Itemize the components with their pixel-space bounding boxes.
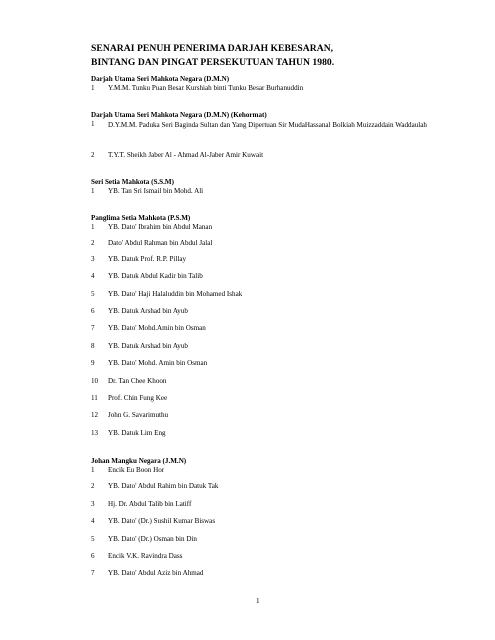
item-number: 7 — [91, 324, 95, 332]
page-number: 1 — [256, 597, 260, 605]
item-name: YB. Dato' Abdul Aziz bin Ahmad — [108, 569, 204, 577]
section-heading-dmn-kehormat: Darjah Utama Seri Mahkota Negara (D.M.N) (Kehormat) — [91, 111, 267, 119]
list-item — [91, 411, 168, 419]
item-name: YB. Dato' Mohd. Amin bin Osman — [108, 359, 208, 367]
item-name: Encik V.K. Ravindra Dass — [108, 552, 183, 560]
item-number: 1 — [91, 223, 95, 231]
item-name: D.Y.M.M. Paduka Seri Baginda Sultan dan Yang Dipertuan Sir MudaHassanal Bolkiah Muizzaddain Waddaulah — [108, 121, 427, 129]
list-item — [91, 377, 166, 385]
list-item — [91, 120, 478, 130]
item-number: 11 — [91, 394, 98, 402]
list-item — [91, 239, 212, 247]
item-number: 8 — [91, 342, 95, 350]
item-name: YB. Dato' Abdul Rahim bin Datuk Tak — [108, 482, 219, 490]
item-number: 13 — [91, 429, 99, 437]
section-heading-dmn: Darjah Utama Seri Mahkota Negara (D.M.N) — [91, 75, 230, 83]
item-name: Y.M.M. Tunku Puan Besar Kurshiah binti Tunku Besar Burhanuddin — [108, 84, 304, 92]
item-name: YB. Dato' Mohd.Amin bin Osman — [108, 324, 206, 332]
title-line-2: BINTANG DAN PINGAT PERSEKUTUAN TAHUN 1980. — [91, 56, 335, 68]
item-name: Dato' Abdul Rahman bin Abdul Jalal — [108, 239, 213, 247]
list-item — [91, 429, 166, 437]
item-number: 1 — [91, 187, 95, 195]
item-name: Hj. Dr. Abdul Talib bin Latiff — [108, 500, 192, 508]
list-item — [91, 535, 197, 543]
list-item — [91, 466, 164, 474]
item-number: 7 — [91, 569, 95, 577]
item-number: 6 — [91, 552, 95, 560]
list-item — [91, 359, 207, 367]
item-number: 10 — [91, 377, 99, 385]
item-number: 2 — [91, 482, 95, 490]
item-number: 3 — [91, 255, 95, 263]
list-item — [91, 255, 186, 263]
list-item — [91, 223, 212, 231]
item-name: T.Y.T. Sheikh Jaber Al - Ahmad Al-Jaber Amir Kuwait — [108, 151, 264, 159]
item-name: YB. Dato' (Dr.) Osman bin Din — [108, 535, 197, 543]
item-number: 4 — [91, 517, 95, 525]
list-item — [91, 552, 182, 560]
item-name: Dr. Tan Chee Khoon — [108, 377, 167, 385]
list-item — [91, 290, 242, 298]
list-item — [91, 482, 218, 490]
list-item — [91, 569, 203, 577]
item-number: 5 — [91, 290, 95, 298]
list-item — [91, 84, 303, 92]
section-heading-ssm: Seri Setia Mahkota (S.S.M) — [91, 178, 174, 186]
item-number: 1 — [91, 466, 95, 474]
item-number: 9 — [91, 359, 95, 367]
document-title — [91, 42, 334, 69]
item-number: 12 — [91, 411, 99, 419]
item-name: Encik Eu Boon Hor — [108, 466, 165, 474]
item-number: 1 — [91, 84, 95, 92]
item-name: YB. Datuk Prof. R.P. Pillay — [108, 255, 187, 263]
item-name: YB. Datuk Lim Eng — [108, 429, 166, 437]
title-line-1: SENARAI PENUH PENERIMA DARJAH KEBESARAN, — [91, 43, 334, 54]
item-name: John G. Savarimuthu — [108, 411, 169, 419]
list-item — [91, 324, 206, 332]
item-name: Prof. Chin Fung Kee — [108, 394, 168, 402]
list-item — [91, 151, 263, 159]
section-heading-psm: Panglima Setia Mahkota (P.S.M) — [91, 214, 191, 222]
list-item — [91, 500, 191, 508]
item-name: YB. Tan Sri Ismail bin Mohd. Ali — [108, 187, 204, 195]
list-item — [91, 272, 203, 280]
list-item — [91, 187, 203, 195]
item-number: 2 — [91, 239, 95, 247]
item-name: YB. Dato' (Dr.) Sushil Kumar Biswas — [108, 517, 216, 525]
list-item — [91, 394, 167, 402]
item-number: 4 — [91, 272, 95, 280]
item-name: YB. Datuk Arshad bin Ayub — [108, 307, 188, 315]
section-heading-jmn: Johan Mangku Negara (J.M.N) — [91, 457, 187, 465]
item-name: YB. Datuk Arshad bin Ayub — [108, 342, 188, 350]
item-name: YB. Datuk Abdul Kadir bin Talib — [108, 272, 203, 280]
item-number: 5 — [91, 535, 95, 543]
item-number: 3 — [91, 500, 95, 508]
item-name: YB. Dato' Haji Halaluddin bin Mohamed Ishak — [108, 290, 243, 298]
list-item — [91, 342, 188, 350]
item-number: 6 — [91, 307, 95, 315]
list-item — [91, 307, 188, 315]
item-number: 2 — [91, 151, 95, 159]
list-item — [91, 517, 215, 525]
item-name: YB. Dato' Ibrahim bin Abdul Manan — [108, 223, 213, 231]
item-number: 1 — [91, 120, 95, 128]
